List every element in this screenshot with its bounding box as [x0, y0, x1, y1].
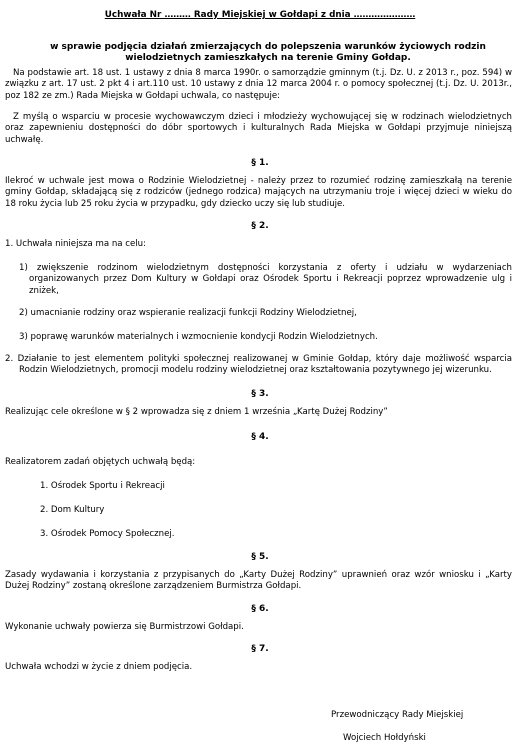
preamble: Na podstawie art. 18 ust. 1 ustawy z dnia 8 marca 1990r. o samorządzie gminnym (t.j. Dz. U. z 2013 r., poz. 594) w związku z art. 17 ust. 2 pkt 4 i art.110 ust. 10 ustawy z dnia 12 marca 2004 r. o pomocy społecznej (t.j. Dz. U. 2013r., poz 182 ze zm.) Rada Miejska w Gołdapi uchwala, co następuje:: [5, 68, 512, 101]
intro-paragraph: Z myślą o wsparciu w procesie wychowawczym dzieci i młodzieży wychowującej się w rodzinach wielodzietnych oraz zapewnieniu dostępności do dóbr sportowych i kulturalnych Rada Miejska w Gołdapi przyjmuje niniejszą uchwałę.: [5, 112, 512, 145]
section-4-text: Realizatorem zadań objętych uchwałą będą:: [5, 457, 196, 467]
section-4-heading: § 4.: [251, 432, 269, 442]
section-4-item: 1. Ośrodek Sportu i Rekreacji: [40, 481, 165, 491]
section-7-text: Uchwała wchodzi w życie z dniem podjęcia.: [5, 662, 193, 672]
section-5-text: Zasady wydawania i korzystania z przypisanych do „Karty Dużej Rodziny” uprawnień oraz wzór wniosku i „Karty Dużej Rodziny” zostaną określone zarządzeniem Burmistrza Gołdapi.: [5, 570, 512, 592]
section-3-heading: § 3.: [251, 389, 269, 399]
signature-role: Przewodniczący Rady Miejskiej: [331, 710, 464, 720]
signature-name: Wojciech Hołdyński: [343, 733, 426, 743]
section-5-heading: § 5.: [251, 552, 269, 562]
section-7-heading: § 7.: [251, 644, 269, 654]
section-2-item-2: 2) umacnianie rodziny oraz wspieranie realizacji funkcji Rodziny Wielodzietnej,: [19, 308, 357, 318]
section-2-item-3: 3) poprawę warunków materialnych i wzmocnienie kondycji Rodzin Wielodzietnych.: [19, 332, 378, 342]
section-1-text: Ilekroć w uchwale jest mowa o Rodzinie Wielodzietnej - należy przez to rozumieć rodzinę zamieszkałą na terenie gminy Gołdap, składającą się z rodziców (jednego rodzica) mających na utrzymaniu troje i więcej dzieci w wieku do 18 roku życia lub 25 roku życia w przypadku, gdy dziecko uczy się lub studiuje.: [5, 176, 512, 209]
section-4-item: 3. Ośrodek Pomocy Społecznej.: [40, 529, 175, 539]
resolution-subject: w sprawie podjęcia działań zmierzających do polepszenia warunków życiowych rodzin wielodzietnych zamieszkałych na terenie Gminy Gołdap.: [50, 42, 486, 63]
section-2-heading: § 2.: [251, 221, 269, 231]
section-6-heading: § 6.: [251, 604, 269, 614]
section-2-item-1: 1) zwiększenie rodzinom wielodzietnym dostępności korzystania z oferty i udziału w wydarzeniach organizowanych przez Dom Kultury w Gołdapi oraz Ośrodek Sportu i Rekreacji poprzez wprowadzenie ulg i zniżek,: [19, 263, 512, 296]
resolution-title: Uchwała Nr ……… Rady Miejskiej w Gołdapi z dnia …………………: [104, 10, 416, 20]
section-2-point-1: 1. Uchwała niniejsza ma na celu:: [5, 239, 147, 249]
section-2-point-2: 2. Działanie to jest elementem polityki społecznej realizowanej w Gminie Gołdap, który daje możliwość wsparcia Rodzin Wielodzietnych, promocji modelu rodziny wielodzietnej oraz kształtowania pozytywnego jej wizerunku.: [5, 354, 512, 376]
section-4-item: 2. Dom Kultury: [40, 505, 105, 515]
section-3-text: Realizując cele określone w § 2 wprowadza się z dniem 1 września „Kartę Dużej Rodziny”: [5, 407, 388, 417]
section-6-text: Wykonanie uchwały powierza się Burmistrzowi Gołdapi.: [5, 622, 244, 632]
section-1-heading: § 1.: [251, 158, 269, 168]
